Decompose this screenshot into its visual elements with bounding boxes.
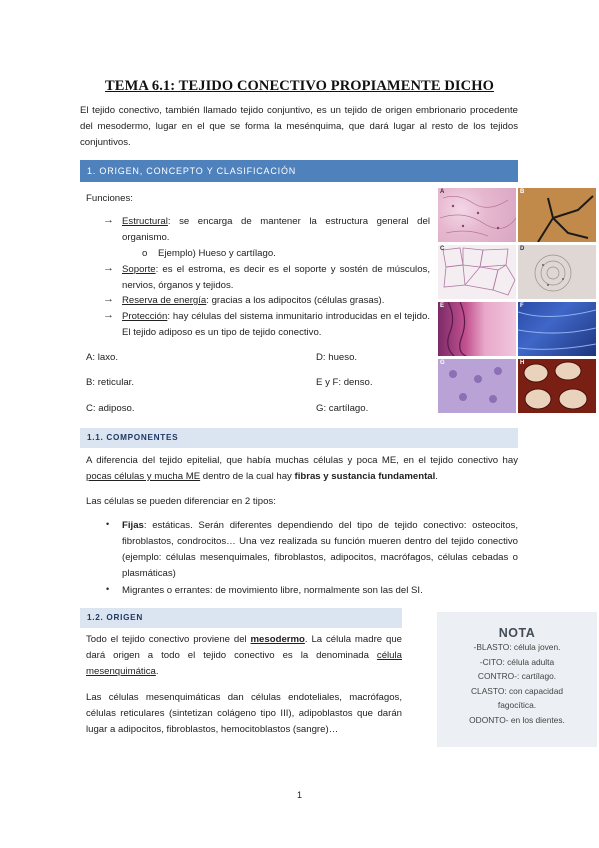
mesenquimaticas-paragraph: Las células mesenquimáticas dan células endoteliales, macrófagos, células reticulares (sintetizan colágeno tipo III), adipoblastos que darán lugar a adipocitos, fibroblastos, hemocitoblastos (sangre)… — [86, 692, 402, 735]
page-title: TEMA 6.1: TEJIDO CONECTIVO PROPIAMENTE DICHO — [105, 78, 494, 94]
note-line: ODONTO- en los dientes. — [469, 714, 565, 725]
histology-panel-c: C — [438, 245, 516, 299]
histology-panel-f: F — [518, 302, 596, 356]
origen-paragraph: Todo el tejido conectivo proviene del mesodermo. La célula madre que dará origen a todo el tejido conectivo es la denominada célula mesenquimática. — [86, 634, 402, 677]
note-line: -CITO: célula adulta — [479, 656, 555, 667]
tipos-celulas-paragraph: Las células se pueden diferenciar en 2 tipos: — [86, 496, 276, 507]
note-line: -BLASTO: célula joven. — [473, 642, 561, 652]
subheading-origen: 1.2. ORIGEN — [80, 608, 402, 628]
note-line: fagocítica. — [497, 700, 537, 711]
legend-g: G: cartílago. — [316, 403, 369, 414]
arrow-icon: → — [103, 214, 114, 226]
list-item-migrantes: Migrantes o errantes: de movimiento libre, normalmente son las del SI. — [122, 585, 423, 596]
histology-panel-b: B — [518, 188, 596, 242]
list-item-fijas: Fijas: estáticas. Serán diferentes dependiendo del tipo de tejido conectivo: osteocitos, fibroblastos, condrocitos… Una vez realizada su función mueren dentro del tejido conectivo (ejemplo: células mesenquimales, fibroblastos, adipocitos, macrófagos, células cebadas o plasmáticas) — [122, 520, 518, 579]
arrow-icon: → — [103, 309, 114, 321]
note-line: CLASTO: con capacidad — [470, 685, 564, 696]
subheading-componentes: 1.1. COMPONENTES — [80, 428, 518, 448]
note-line: CONTRO-: cartílago. — [477, 671, 557, 682]
list-item-estructural: Estructural: se encarga de mantener la estructura general del organismo. — [122, 216, 430, 243]
histology-panel-h: H — [518, 359, 596, 413]
note-title: NOTA — [498, 626, 536, 640]
histology-panel-e: E — [438, 302, 516, 356]
list-item-proteccion: Protección: hay células del sistema inmunitario introducidas en el tejido. El tejido adiposo es un tipo de tejido conectivo. — [122, 311, 430, 338]
list-item-soporte: Soporte: es el estroma, es decir es el soporte y sostén de músculos, nervios, órganos y tejidos. — [122, 264, 430, 291]
legend-ef: E y F: denso. — [316, 377, 373, 388]
legend-a: A: laxo. — [86, 352, 118, 363]
legend-c: C: adiposo. — [86, 403, 135, 414]
page-number: 1 — [296, 790, 302, 800]
bullet-icon: • — [106, 519, 110, 529]
list-item-reserva-energia: Reserva de energía: gracias a los adipocitos (células grasas). — [122, 295, 385, 306]
section-heading-origen-concepto: 1. ORIGEN, CONCEPTO Y CLASIFICACIÓN — [80, 160, 518, 182]
histology-panel-a: A — [438, 188, 516, 242]
note-box — [437, 612, 597, 747]
arrow-icon: → — [103, 262, 114, 274]
list-subitem-ejemplo: Ejemplo) Hueso y cartílago. — [158, 248, 276, 259]
arrow-icon: → — [103, 293, 114, 305]
bullet-icon: • — [106, 584, 110, 594]
histology-figure — [438, 188, 598, 412]
histology-panel-d: D — [518, 245, 596, 299]
legend-b: B: reticular. — [86, 377, 134, 388]
funciones-label: Funciones: — [86, 193, 133, 204]
histology-panel-g: G — [438, 359, 516, 413]
legend-d: D: hueso. — [316, 352, 358, 363]
circle-bullet-icon: o — [142, 248, 148, 259]
intro-paragraph: El tejido conectivo, también llamado tejido conjuntivo, es un tejido de origen embrionario procedente del mesodermo, lugar en el que se forma la mesénquima, que dará lugar al resto de los tejidos conjuntivos. — [80, 105, 518, 148]
componentes-paragraph: A diferencia del tejido epitelial, que había muchas células y poca ME, en el tejido conectivo hay pocas células y mucha ME dentro de la cual hay fibras y sustancia fundamental. — [86, 455, 518, 482]
